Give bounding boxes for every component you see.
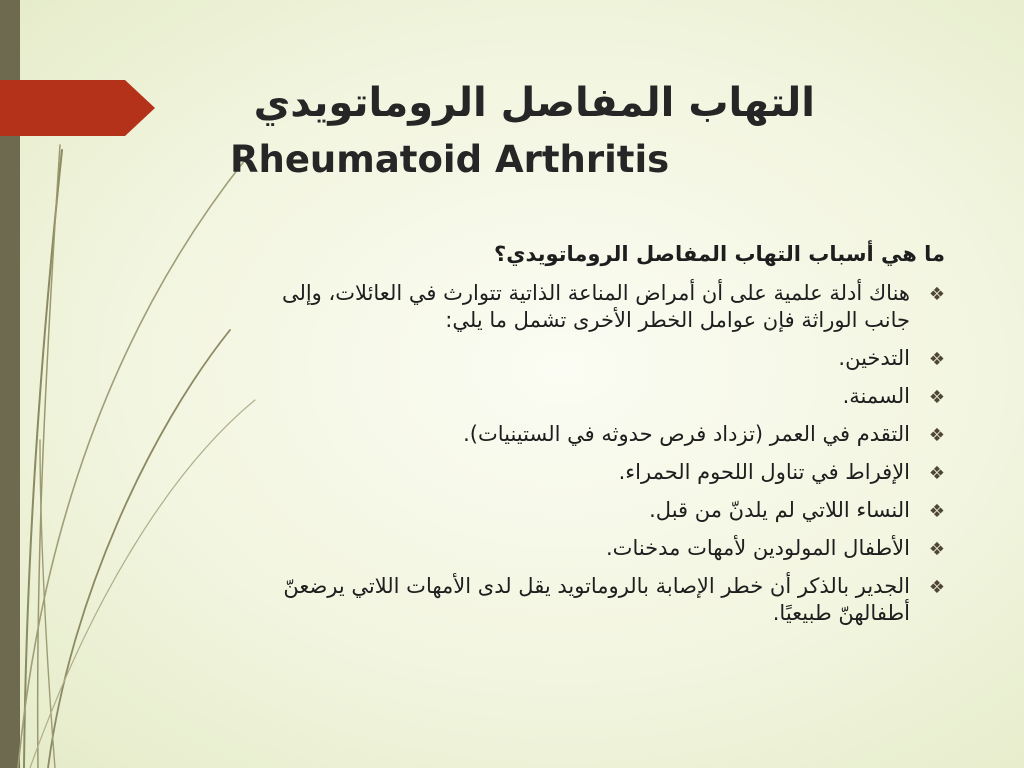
list-item <box>230 497 945 524</box>
list-item <box>230 573 945 627</box>
list-item <box>230 535 945 562</box>
slide-title-arabic: التهاب المفاصل الروماتويدي <box>253 80 815 126</box>
list-item <box>230 459 945 486</box>
list-item-text: النساء اللاتي لم يلدنّ من قبل. <box>649 498 910 522</box>
list-item-text: التدخين. <box>838 346 910 370</box>
diamond-bullet-icon: ❖ <box>928 387 945 408</box>
slide-content <box>230 238 945 638</box>
diamond-bullet-icon: ❖ <box>928 425 945 446</box>
list-item <box>230 280 945 334</box>
list-item-text: الأطفال المولودين لأمهات مدخنات. <box>606 536 910 560</box>
list-item-text: الإفراط في تناول اللحوم الحمراء. <box>618 460 910 484</box>
diamond-bullet-icon: ❖ <box>928 349 945 370</box>
list-item-text: السمنة. <box>842 384 910 408</box>
title-arrow-shape <box>0 80 155 136</box>
list-item <box>230 345 945 372</box>
question-heading: ما هي أسباب التهاب المفاصل الروماتويدي؟ <box>494 242 945 266</box>
diamond-bullet-icon: ❖ <box>928 577 945 598</box>
list-item <box>230 383 945 410</box>
list-item-text: الجدير بالذكر أن خطر الإصابة بالروماتويد يقل لدى الأمهات اللاتي يرضعنّ أطفالهنّ طبيعيًا. <box>283 574 910 625</box>
list-item-text: التقدم في العمر (تزداد فرص حدوثه في الستينيات). <box>463 422 910 446</box>
list-item <box>230 421 945 448</box>
list-item-text: هناك أدلة علمية على أن أمراض المناعة الذاتية تتوارث في العائلات، وإلى جانب الوراثة فإن عوامل الخطر الأخرى تشمل ما يلي: <box>281 281 910 332</box>
diamond-bullet-icon: ❖ <box>928 284 945 305</box>
diamond-bullet-icon: ❖ <box>928 463 945 484</box>
diamond-bullet-icon: ❖ <box>928 539 945 560</box>
diamond-bullet-icon: ❖ <box>928 501 945 522</box>
slide-title-english: Rheumatoid Arthritis <box>230 138 670 181</box>
risk-factor-list <box>230 280 945 627</box>
